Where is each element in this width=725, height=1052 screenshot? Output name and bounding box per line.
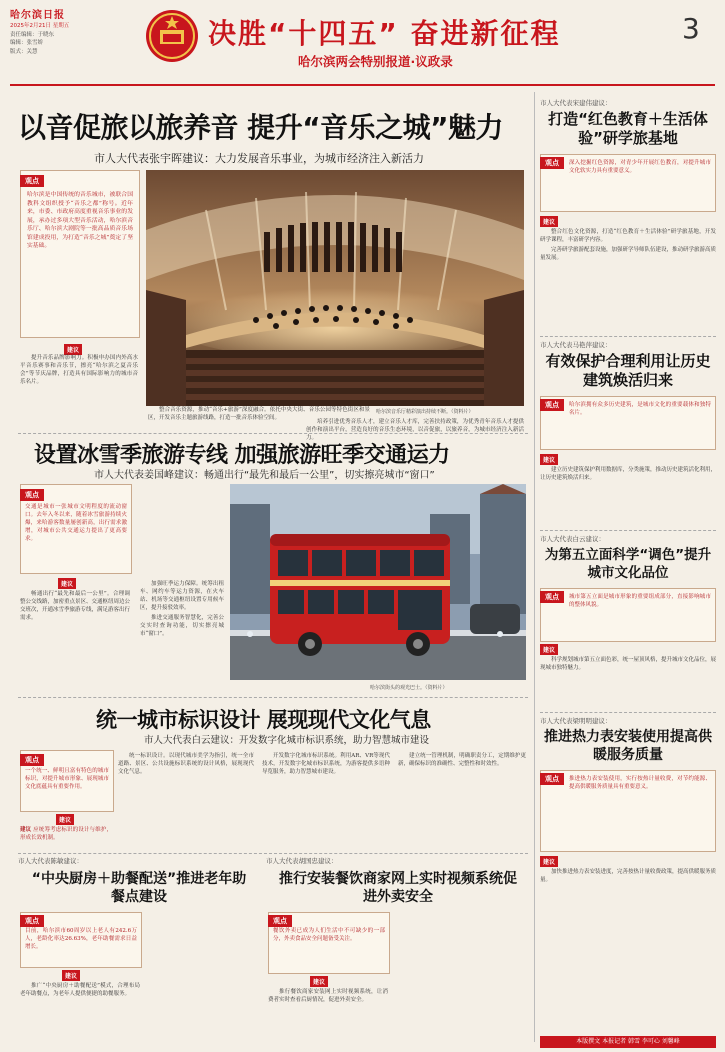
article3-para-3: 建立统一管理机制，明确职责分工，定期维护更新，确保标识的准确性、完整性和时效性。 — [398, 753, 526, 767]
article1-suggest-tag: 建议 — [64, 344, 82, 355]
article-heat-meter — [540, 716, 716, 1034]
article2-photo-caption: 哈尔滨街头的观光巴士。（资料片） — [370, 685, 448, 691]
double-decker-bus — [270, 534, 450, 656]
issue-editor: 责任编辑：于晓东 — [10, 31, 55, 38]
article-red-education — [540, 98, 716, 334]
article3-summary-box — [20, 750, 114, 812]
article-city-signage — [0, 700, 530, 850]
article4-title: 打造“红色教育＋生活体验”研学旅基地 — [548, 110, 708, 147]
right-column-divider — [534, 92, 535, 1042]
article5-title: 有效保护合理利用让历史建筑焕活归来 — [545, 352, 711, 389]
article3-footer-text — [20, 826, 112, 844]
article3-body-col3 — [398, 752, 526, 844]
article2-para-3: 推进交通服务智慧化，完善公交实时查询功能，切实擦亮城市“窗口”。 — [140, 615, 224, 637]
issue-layout: 版式：关慧 — [10, 48, 38, 55]
article6-body — [540, 656, 716, 708]
article5-para-1: 建立历史建筑保护利用数据库，分类施策，推动历史建筑活化利用，让历史建筑焕活归来。 — [540, 467, 717, 481]
article6-para-1: 科学规划城市第五立面色彩，统一屋顶风格，提升城市文化品位，展现城市独特魅力。 — [540, 657, 717, 671]
footer-bar — [540, 1036, 716, 1048]
article6-head: 市人大代表白云建议： — [540, 535, 605, 543]
masthead-rule — [10, 84, 715, 86]
article5-summary-box — [540, 396, 716, 450]
article8-summary-box — [20, 912, 142, 968]
article1-title: 以音促旅以旅养音 提升“音乐之城”魅力 — [18, 111, 504, 144]
article-ice-snow-transport — [0, 434, 530, 696]
article1-body-col3 — [306, 418, 524, 441]
article9-view-tag: 观点 — [268, 915, 292, 927]
concert-hall-illustration — [146, 170, 524, 406]
article-elderly-dining — [18, 856, 260, 1042]
article4-view-tag: 观点 — [540, 157, 564, 169]
article7-summary: 推进热力表安装使用，实行按热计量收费，对节约能源、提高供暖服务质量具有重要意义。 — [569, 776, 711, 790]
article8-head: 市人大代表陈敏建议： — [18, 857, 83, 865]
paper-name-logo: 哈尔滨日报 — [10, 10, 65, 21]
article3-para-1: 统一标识设计。以现代城市美学为指引，统一全市道路、景区、公共设施标识系统的设计风格，展现现代文化气息。 — [118, 753, 254, 775]
article4-para-2: 完善研学旅游配套设施，加强研学导师队伍建设，推动研学旅游高质量发展。 — [540, 247, 717, 261]
article-historic-buildings — [540, 340, 716, 528]
article1-subtitle: 市人大代表张宇晖建议：大力发展音乐事业，为城市经济注入新活力 — [94, 152, 424, 165]
article7-para-1: 加快推进热力表安装进度，完善按热计量收费政策，提高供暖服务质量。 — [540, 869, 717, 883]
article1-photo-caption: 哈尔滨音乐厅精彩演出持续不断。（资料片） — [376, 409, 474, 415]
issue-editor-2: 编辑：张雪娇 — [10, 40, 44, 46]
article2-body-col1 — [20, 590, 130, 690]
article5-head: 市人大代表马艳萍建议： — [540, 341, 612, 349]
article5-body — [540, 466, 716, 524]
article7-summary-box — [540, 770, 716, 852]
article3-footer-body: 应统筹考虑标识的设计与维护，形成长效机制。 — [20, 827, 112, 841]
article6-title: 为第五立面科学“调色”提升城市文化品位 — [544, 547, 712, 581]
article2-title: 设置冰雪季旅游专线 加强旅游旺季交通运力 — [34, 443, 450, 468]
article5-suggest-tag: 建议 — [540, 454, 558, 465]
article1-para-2: 整合音乐资源，推动“音乐+旅游”深度融合。依托中央大街、音乐公园等特色街区和景区，开发音乐主题旅游线路，打造一批音乐体验空间。 — [148, 407, 370, 421]
article7-head: 市人大代表梁明明建议： — [540, 717, 612, 725]
article2-subtitle: 市人大代表姜国峰建议：畅通出行“最先和最后一公里”，切实擦亮城市“窗口” — [94, 470, 435, 481]
article9-body-col1 — [268, 988, 388, 1040]
article2-para-1: 畅通出行“最先和最后一公里”。合理调整公交线路，加密重点景区、交通枢纽周边公交班次，开通冰雪季旅游专线，满足游客出行需求。 — [20, 591, 131, 621]
article2-para-2: 加强旺季运力保障。统筹出租车、网约车等运力资源，在火车站、机场等交通枢纽设置专用候车区，提升接驳效率。 — [140, 581, 224, 611]
article1-summary-box — [20, 170, 140, 338]
article3-footer-tag: 建议 — [20, 827, 32, 833]
page-number: 3 — [682, 12, 700, 45]
article1-para-3: 培养引进优秀音乐人才，建立音乐人才库，完善扶持政策，为优秀青年音乐人才提供创作和演出平台，营造良好的音乐生态环境，以音促旅，以旅养音，为城市经济注入新活力。 — [306, 419, 524, 441]
article5-summary: 哈尔滨拥有众多历史建筑，是城市文化的重要载体和独特名片。 — [569, 402, 711, 416]
article4-body — [540, 228, 716, 328]
article4-suggest-tag: 建议 — [540, 216, 558, 227]
article3-para-2: 开发数字化城市标识系统。利用AR、VR等现代技术，开发数字化城市标识系统，为游客提供多语种导览服务，助力智慧城市建设。 — [262, 753, 390, 775]
article9-body-col2 — [396, 914, 526, 1040]
article3-title: 统一城市标识设计 展现现代文化气息 — [96, 708, 431, 732]
article8-view-tag: 观点 — [20, 915, 44, 927]
divider-2 — [18, 697, 528, 698]
masthead — [0, 0, 725, 92]
article9-title: 推行安装餐饮商家网上实时视频系统促进外卖安全 — [279, 871, 517, 905]
article3-view-tag: 观点 — [20, 754, 44, 766]
tour-bus-illustration — [230, 484, 526, 680]
tour-bus-photo — [230, 484, 526, 680]
article6-view-tag: 观点 — [540, 591, 564, 603]
banner-title: 决胜“十四五” 奋进新征程 — [208, 17, 561, 50]
article-fifth-facade — [540, 534, 716, 710]
article-takeout-safety — [266, 856, 530, 1042]
article8-para-1: 推广“中央厨房＋助餐配送”模式，合理布局老年助餐点，为老年人提供便捷的助餐服务。 — [20, 983, 140, 997]
article3-suggest-tag: 建议 — [56, 814, 74, 825]
article8-body-col1 — [20, 982, 140, 1040]
article2-summary: 交通是城市一张城市文明程度的流动窗口。去年入冬以来，随着冰雪旅游持续火爆，来哈游客数量屡创新高，出行需求激增，对城市公共交通运力提出了更高要求。 — [25, 504, 127, 542]
article7-suggest-tag: 建议 — [540, 856, 558, 867]
article9-head: 市人大代表胡国忠建议： — [266, 857, 338, 865]
article3-body-col2 — [262, 752, 390, 844]
divider-3 — [18, 853, 528, 854]
article1-summary: 哈尔滨是中国传统的音乐城市，被联合国教科文组织授予“音乐之都”称号。近年来，市委、市政府高度重视音乐事业的发展，承办过多项大型音乐活动，哈尔滨音乐厅、哈尔滨大剧院等一批高品质音乐场馆建成投用，为打造“音乐之城”奠定了坚实基础。 — [27, 192, 133, 249]
article9-para-1: 推行餐饮商家安装网上实时视频系统，让消费者实时查看后厨情况，促进外卖安全。 — [268, 989, 388, 1003]
divider-r3 — [540, 712, 716, 713]
article2-view-tag: 观点 — [20, 489, 44, 501]
article2-suggest-tag: 建议 — [58, 578, 76, 589]
article9-suggest-tag: 建议 — [310, 976, 328, 987]
article1-view-tag: 观点 — [20, 175, 44, 187]
article9-summary: 餐饮外卖已成为人们生活中不可缺少的一部分，外卖食品安全问题备受关注。 — [273, 928, 385, 942]
concert-hall-photo — [146, 170, 524, 406]
article9-summary-box — [268, 912, 390, 974]
divider-r1 — [540, 336, 716, 337]
article3-body-col1 — [118, 752, 254, 844]
article8-title: “中央厨房＋助餐配送”推进老年助餐点建设 — [31, 871, 247, 905]
article2-summary-box — [20, 484, 132, 574]
article1-para-1: 提升音乐品牌影响力。积极申办国内外高水平音乐赛事和音乐节，擦亮“哈尔滨之夏音乐会”等节庆品牌，打造具有国际影响力的城市音乐名片。 — [20, 355, 138, 385]
article8-summary: 目前，哈尔滨市60周岁以上老人有242.6万人，老龄化率达26.63%，老年助餐需求日益增长。 — [25, 928, 137, 950]
divider-r2 — [540, 530, 716, 531]
article-music-city — [0, 92, 530, 441]
article3-summary: 一个统一、鲜明且富有特色的城市标识，对提升城市形象、展现城市文化底蕴具有重要作用。 — [25, 768, 109, 790]
article1-body-col1 — [20, 354, 138, 426]
article6-summary-box — [540, 588, 716, 642]
article3-subtitle: 市人大代表白云建议：开发数字化城市标识系统，助力智慧城市建设 — [144, 735, 430, 746]
article2-summary-cont — [136, 486, 200, 566]
article6-suggest-tag: 建议 — [540, 644, 558, 655]
issue-date: 2025年2月21日 星期五 — [10, 23, 70, 29]
article2-body-col2 — [140, 580, 224, 690]
article4-summary: 深入挖掘红色资源，对青少年开展红色教育，对提升城市文化软实力具有重要意义。 — [569, 160, 711, 174]
article7-body — [540, 868, 716, 1028]
article4-para-1: 整合红色文化资源，打造“红色教育＋生活体验”研学旅基地，开发研学课程，丰富研学内容。 — [540, 229, 716, 243]
footer-text: 本版撰文 本报记者 韩雪 李可心 刘馨峰 — [576, 1038, 680, 1045]
article6-summary: 城市第五立面是城市形象的重要组成部分，直接影响城市的整体风貌。 — [569, 594, 711, 608]
article8-suggest-tag: 建议 — [62, 970, 80, 981]
article7-view-tag: 观点 — [540, 773, 564, 785]
article7-title: 推进热力表安装使用提高供暖服务质量 — [544, 729, 712, 763]
article8-body-col2 — [146, 914, 258, 1040]
issue-info — [10, 22, 90, 56]
sub-banner: 哈尔滨两会特别报道·议政录 — [298, 54, 453, 69]
article4-summary-box — [540, 154, 716, 212]
article4-head: 市人大代表宋建伟建议： — [540, 99, 612, 107]
article5-view-tag: 观点 — [540, 399, 564, 411]
national-emblem-icon — [144, 8, 200, 64]
